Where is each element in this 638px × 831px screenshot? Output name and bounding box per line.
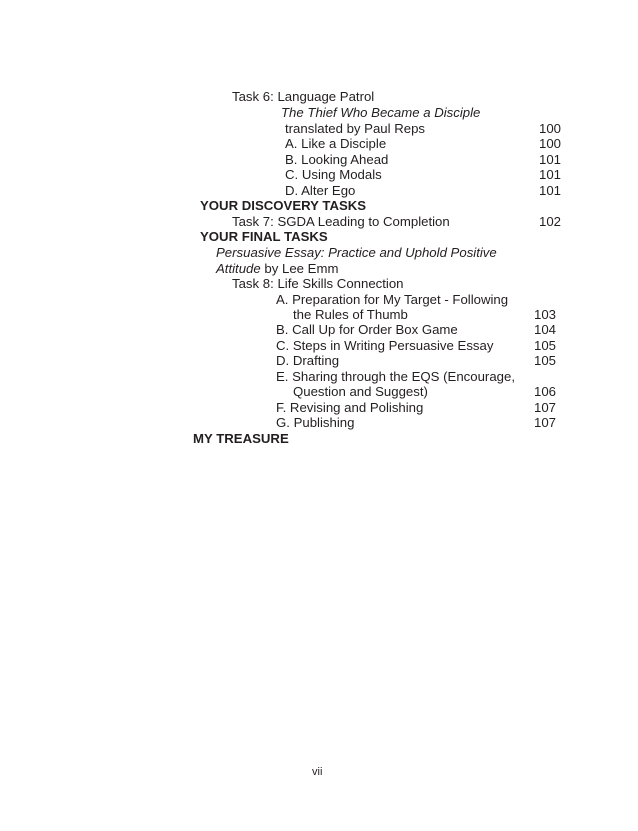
toc-task6-item-d-page: 101 xyxy=(538,183,561,198)
toc-task8-item-c: C. Steps in Writing Persuasive Essay xyxy=(276,338,494,353)
toc-thief-title: The Thief Who Became a Disciple xyxy=(281,105,481,120)
toc-task6-item-c-page: 101 xyxy=(538,167,561,182)
toc-task8-item-d: D. Drafting xyxy=(276,353,340,368)
toc-translated-page: 100 xyxy=(538,121,561,136)
page-number: vii xyxy=(312,766,323,778)
toc-task6-item-c: C. Using Modals xyxy=(285,167,382,182)
toc-essay-line1: Persuasive Essay: Practice and Uphold Positive xyxy=(216,245,497,260)
toc-task8-item-g-page: 107 xyxy=(533,415,556,430)
toc-task7-label: Task 7: SGDA Leading to Completion xyxy=(232,214,450,229)
toc-final-heading: YOUR FINAL TASKS xyxy=(200,229,328,244)
toc-discovery-heading: YOUR DISCOVERY TASKS xyxy=(200,198,367,213)
toc-task6-item-d: D. Alter Ego xyxy=(285,183,356,198)
toc-task8-item-d-page: 105 xyxy=(533,353,556,368)
toc-essay-line2 xyxy=(216,261,338,277)
toc-task8-label: Task 8: Life Skills Connection xyxy=(232,276,404,291)
toc-task7-page: 102 xyxy=(538,214,561,229)
toc-task6-item-b: B. Looking Ahead xyxy=(285,152,389,167)
toc-translated-label: translated by Paul Reps xyxy=(285,121,426,136)
toc-task8-item-b-page: 104 xyxy=(533,322,556,337)
toc-task8-item-e: E. Sharing through the EQS (Encourage, xyxy=(276,369,515,384)
toc-task8-item-a-cont: the Rules of Thumb xyxy=(293,307,408,322)
toc-task8-item-e-cont: Question and Suggest) xyxy=(293,384,428,399)
toc-task8-item-g: G. Publishing xyxy=(276,415,355,430)
toc-task8-item-a-page: 103 xyxy=(533,307,556,322)
toc-task8-item-e-page: 106 xyxy=(533,384,556,399)
toc-task8-item-a: A. Preparation for My Target - Following xyxy=(276,292,509,307)
toc-task6-item-a: A. Like a Disciple xyxy=(285,136,387,151)
toc-task6-item-b-page: 101 xyxy=(538,152,561,167)
toc-treasure-heading: MY TREASURE xyxy=(193,431,289,446)
toc-essay-author: by Lee Emm xyxy=(260,261,339,276)
toc-task8-item-b: B. Call Up for Order Box Game xyxy=(276,322,458,337)
toc-task8-item-c-page: 105 xyxy=(533,338,556,353)
toc-essay-attitude: Attitude xyxy=(216,261,261,276)
toc-task8-item-f: F. Revising and Polishing xyxy=(276,400,424,415)
toc-task6-label: Task 6: Language Patrol xyxy=(232,89,375,104)
toc-task8-item-f-page: 107 xyxy=(533,400,556,415)
toc-task6-item-a-page: 100 xyxy=(538,136,561,151)
